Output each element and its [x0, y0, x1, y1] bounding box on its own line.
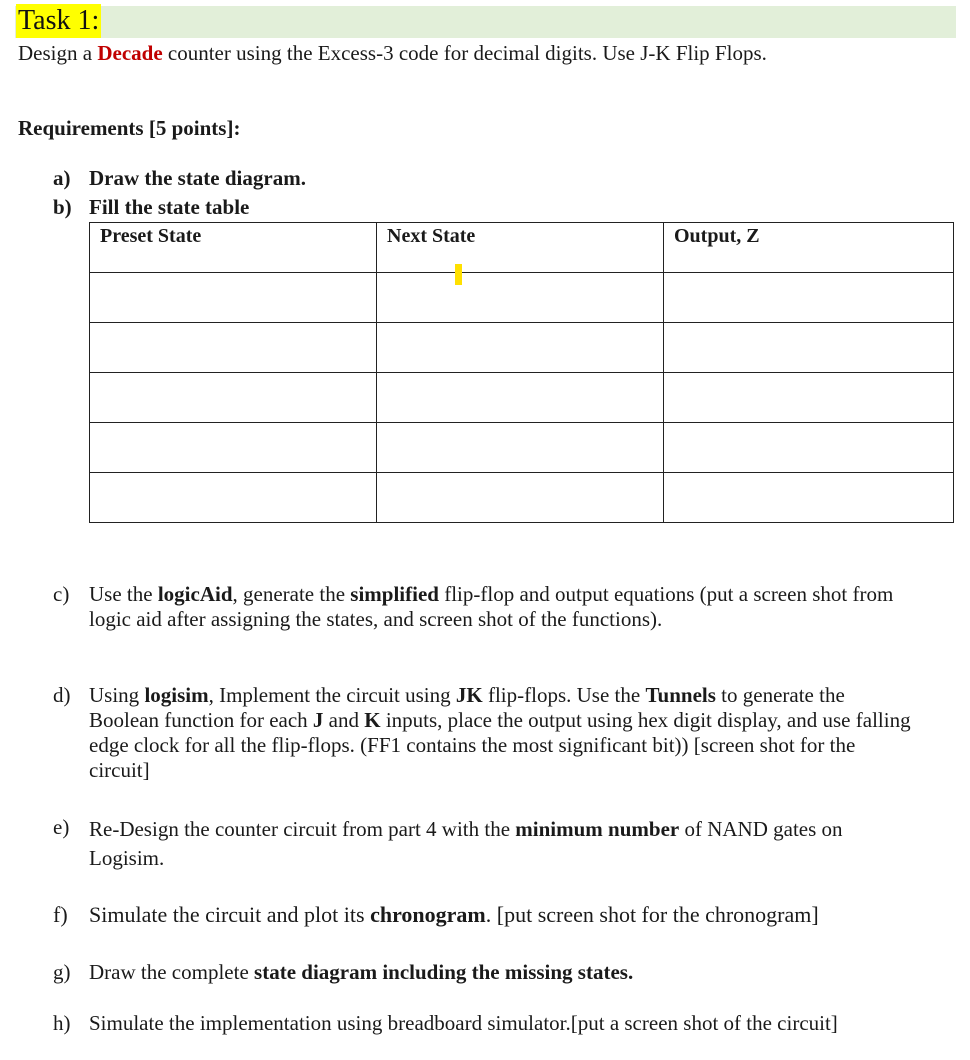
text: Using	[89, 683, 145, 707]
tunnels-bold: Tunnels	[645, 683, 716, 707]
table-cell[interactable]	[377, 323, 664, 373]
table-cell[interactable]	[90, 473, 377, 523]
chronogram-bold: chronogram	[370, 902, 486, 927]
text: circuit]	[89, 758, 150, 782]
text: Simulate the circuit and plot its	[89, 902, 371, 927]
minimum-number-bold: minimum number	[515, 817, 680, 841]
header-preset-state: Preset State	[100, 225, 202, 247]
text: flip-flop and output equations (put a screen shot from	[438, 582, 894, 606]
text: to generate the	[715, 683, 845, 707]
item-h-text: Simulate the implementation using breadboard simulator.[put a screen shot of the circuit]	[89, 1011, 838, 1035]
table-cell[interactable]	[90, 323, 377, 373]
intro-text-end: counter using the Excess-3 code for decimal digits. Use J-K Flip Flops.	[162, 41, 767, 65]
text: Re-Design the counter circuit from part 4 with the	[89, 817, 516, 841]
item-b-text: Fill the state table	[89, 195, 250, 219]
item-d-text	[89, 683, 911, 783]
table-cell[interactable]	[664, 373, 954, 423]
text: Use the	[89, 582, 158, 606]
table-cell[interactable]	[377, 423, 664, 473]
text: inputs, place the output using hex digit display, and use falling	[380, 708, 911, 732]
table-cell[interactable]	[90, 423, 377, 473]
task-description	[18, 41, 767, 65]
header-cell	[377, 223, 664, 273]
table-cell[interactable]	[664, 273, 954, 323]
text: . [put screen shot for the chronogram]	[485, 902, 819, 927]
item-f-text	[89, 902, 819, 927]
table-row	[90, 323, 954, 373]
text: , generate the	[232, 582, 351, 606]
header-output-z: Output, Z	[674, 225, 760, 247]
text: edge clock for all the flip-flops. (FF1 contains the most significant bit)) [screen shot for the	[89, 733, 856, 757]
state-table-header-row	[90, 223, 954, 273]
text: Boolean function for each	[89, 708, 313, 732]
item-f-marker: f)	[53, 902, 68, 927]
text: of NAND gates on	[679, 817, 843, 841]
item-h-marker: h)	[53, 1011, 71, 1035]
state-diagram-bold: state diagram including the missing states.	[254, 960, 634, 984]
simplified-bold: simplified	[350, 582, 439, 606]
header-next-state: Next State	[387, 225, 476, 247]
logicaid-bold: logicAid	[157, 582, 233, 606]
decade-highlight: Decade	[97, 41, 163, 65]
task-title: Task 1:	[18, 5, 100, 36]
table-row	[90, 273, 954, 323]
text: and	[323, 708, 365, 732]
table-cell[interactable]	[377, 273, 664, 323]
table-cell[interactable]	[90, 273, 377, 323]
item-c-text	[89, 582, 893, 632]
item-e-text	[89, 815, 843, 873]
text-cursor-marker	[455, 264, 462, 285]
requirements-heading: Requirements [5 points]:	[18, 116, 241, 140]
table-cell[interactable]	[664, 423, 954, 473]
text: Draw the complete	[89, 960, 255, 984]
k-bold: K	[364, 708, 381, 732]
logisim-bold: logisim	[144, 683, 209, 707]
item-e-marker: e)	[53, 815, 70, 839]
header-cell	[90, 223, 377, 273]
text: flip-flops. Use the	[482, 683, 646, 707]
task-header-bar	[15, 6, 956, 38]
item-g-marker: g)	[53, 960, 71, 984]
text: Logisim.	[89, 846, 165, 870]
intro-text: Design a	[18, 41, 98, 65]
text: , Implement the circuit using	[208, 683, 456, 707]
table-cell[interactable]	[377, 473, 664, 523]
state-table	[89, 222, 954, 523]
item-d-marker: d)	[53, 683, 71, 707]
item-b-marker: b)	[53, 195, 72, 219]
item-a-text: Draw the state diagram.	[89, 166, 306, 190]
table-row	[90, 473, 954, 523]
text: logic aid after assigning the states, and screen shot of the functions).	[89, 607, 663, 631]
table-cell[interactable]	[664, 323, 954, 373]
table-row	[90, 423, 954, 473]
item-a-marker: a)	[53, 166, 71, 190]
table-cell[interactable]	[90, 373, 377, 423]
item-c-marker: c)	[53, 582, 70, 606]
item-g-text	[89, 960, 633, 985]
header-cell	[664, 223, 954, 273]
table-row	[90, 373, 954, 423]
table-cell[interactable]	[664, 473, 954, 523]
j-bold: J	[312, 708, 324, 732]
table-cell[interactable]	[377, 373, 664, 423]
jk-bold: JK	[455, 683, 483, 707]
